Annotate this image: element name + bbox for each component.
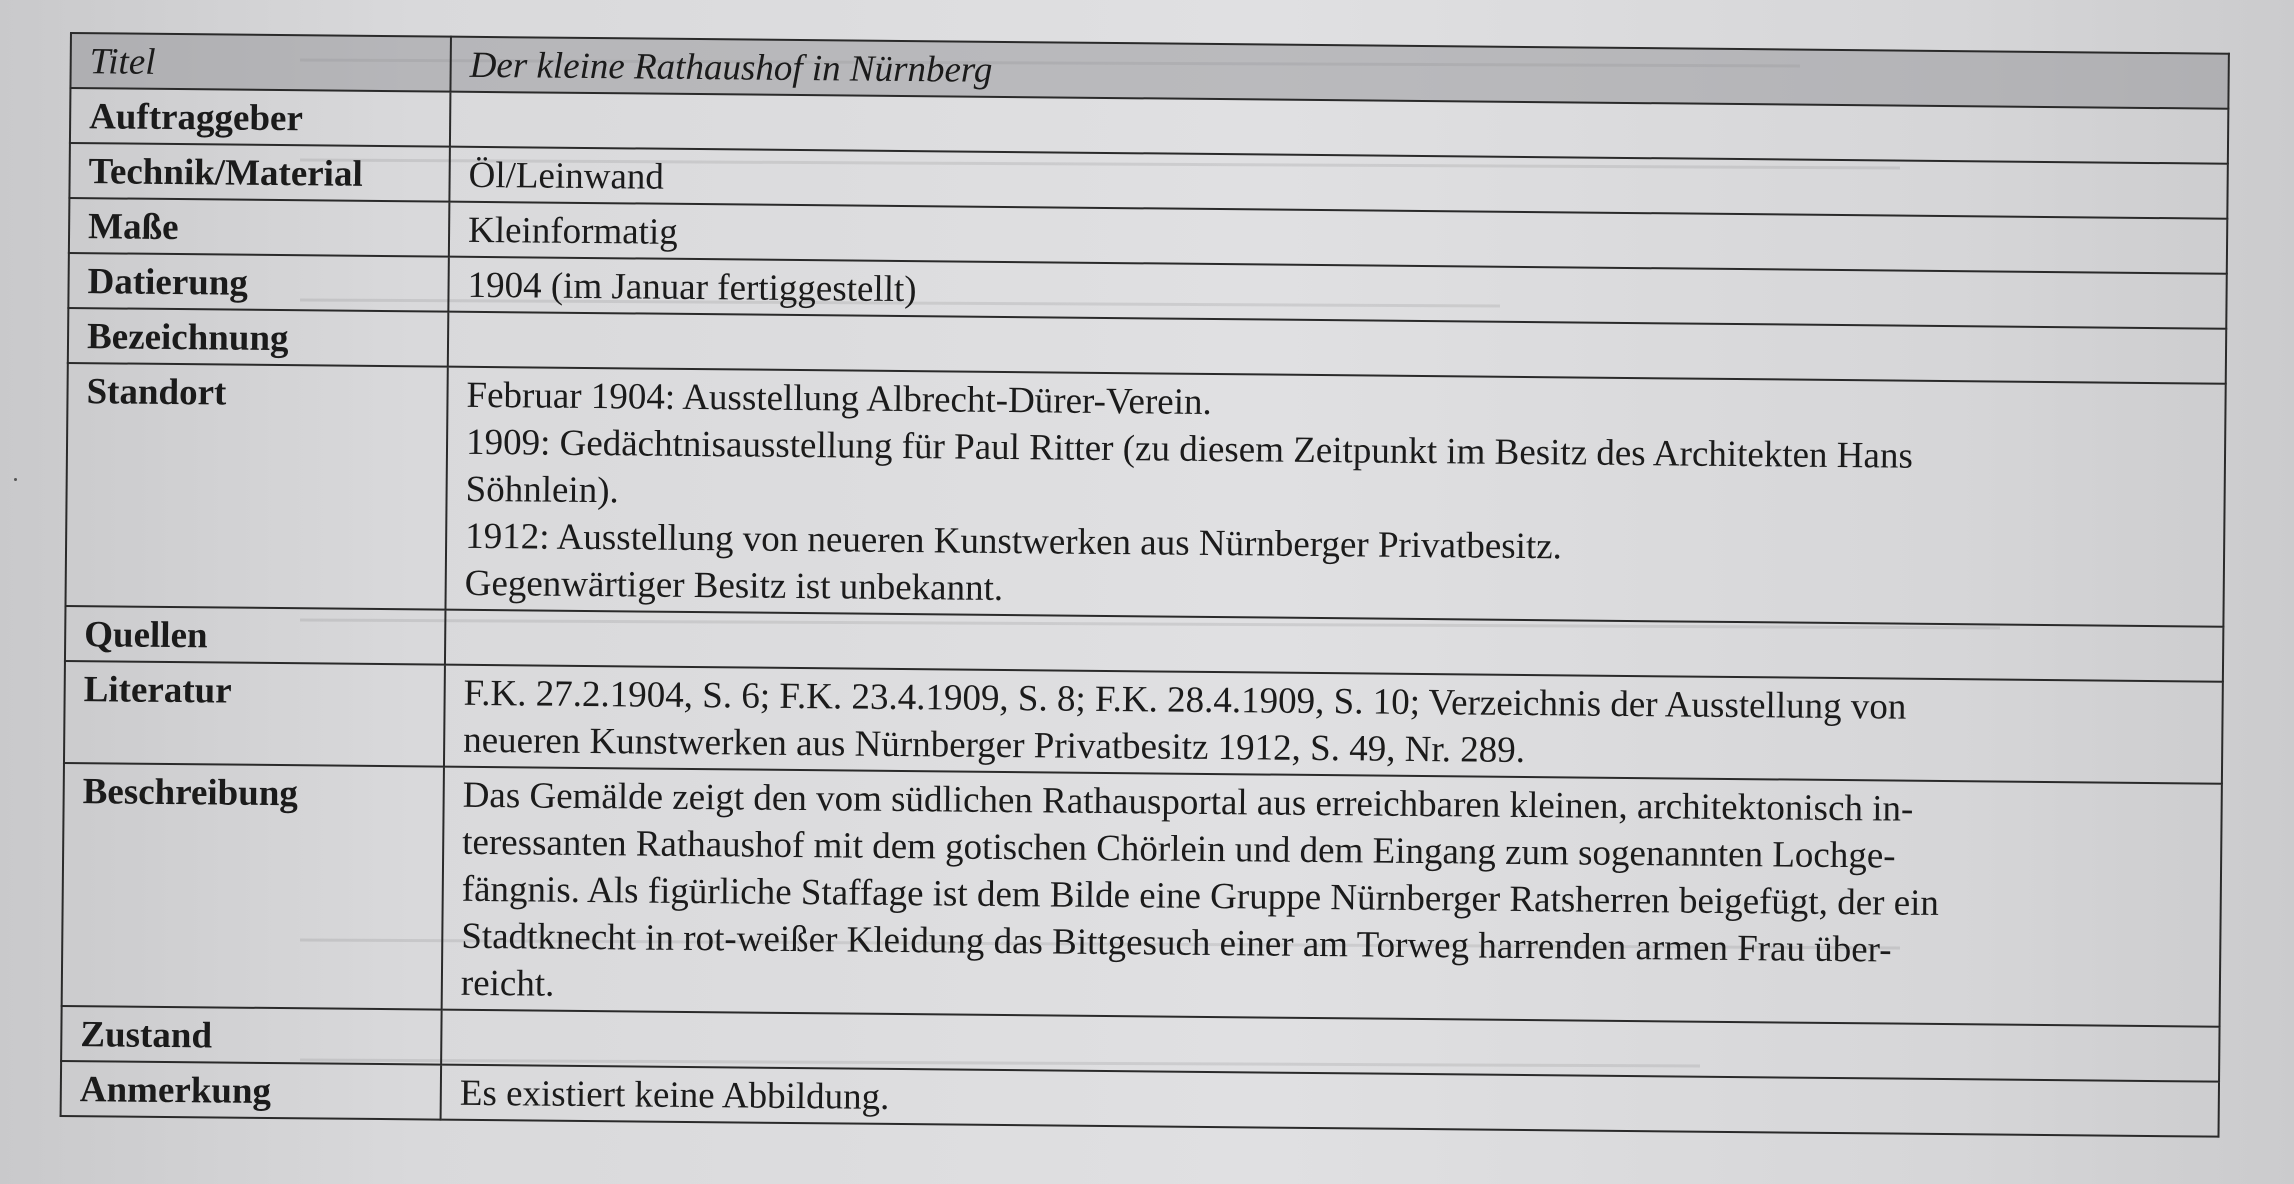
field-value-line: 1904 (im Januar fertiggestellt): [467, 264, 917, 311]
field-value-line: Kleinformatig: [467, 209, 678, 253]
title-label: Titel: [70, 33, 451, 92]
field-label: Beschreibung: [62, 763, 444, 1010]
field-value-line: reicht.: [460, 962, 555, 1005]
field-value-line: fängnis. Als figürliche Staffage ist dem Bilde eine Gruppe Nürnberger Ratsherren beigefügt, der ein: [461, 868, 1940, 924]
field-value-line: Februar 1904: Ausstellung Albrecht-Dürer-Verein.: [466, 374, 1212, 423]
field-label: Auftraggeber: [70, 88, 451, 147]
field-value-line: F.K. 27.2.1904, S. 6; F.K. 23.4.1909, S. 8; F.K. 28.4.1909, S. 10; Verzeichnis der Ausstellung von: [463, 672, 1907, 728]
speck-mark: [14, 478, 17, 481]
field-value-line: 1909: Gedächtnisausstellung für Paul Ritter (zu diesem Zeitpunkt im Besitz des Architekten Hans: [465, 421, 1914, 477]
field-value-line: Gegenwärtiger Besitz ist unbekannt.: [464, 562, 1004, 609]
field-value: [445, 367, 2225, 627]
field-value-line: Stadtknecht in rot-weißer Kleidung das Bittgesuch einer am Torweg harrenden armen Frau über-: [461, 915, 1892, 971]
field-value-line: Das Gemälde zeigt den vom südlichen Rathausportal aus erreichbaren kleinen, architektonisch in-: [462, 774, 1914, 830]
field-value-line: teressanten Rathaushof mit dem gotischen Chörlein und dem Eingang zum sogenannten Lochge-: [462, 821, 1896, 877]
field-value-line: Es existiert keine Abbildung.: [459, 1072, 890, 1118]
field-value: [444, 665, 2223, 784]
field-value-line: neueren Kunstwerken aus Nürnberger Privatbesitz 1912, S. 49, Nr. 289.: [463, 719, 1526, 771]
record-row: [62, 763, 2222, 1027]
field-label: Bezeichnung: [68, 308, 449, 367]
field-label: Zustand: [61, 1006, 442, 1065]
catalog-record-table: [60, 32, 2230, 1138]
field-label: Quellen: [65, 606, 446, 665]
field-value: [442, 767, 2222, 1027]
field-label: Datierung: [68, 253, 449, 312]
field-label: Technik/Material: [69, 143, 450, 202]
field-value-line: 1912: Ausstellung von neueren Kunstwerken aus Nürnberger Privatbesitz.: [464, 515, 1563, 568]
field-label: Maße: [69, 198, 450, 257]
title-value: Der kleine Rathaushof in Nürnberg: [450, 37, 2228, 109]
record-row: [65, 363, 2225, 627]
field-label: Literatur: [64, 661, 445, 767]
field-value-line: Söhnlein).: [465, 468, 619, 512]
field-label: Anmerkung: [61, 1061, 442, 1120]
field-label: Standort: [65, 363, 447, 610]
field-value-line: Öl/Leinwand: [468, 154, 665, 198]
